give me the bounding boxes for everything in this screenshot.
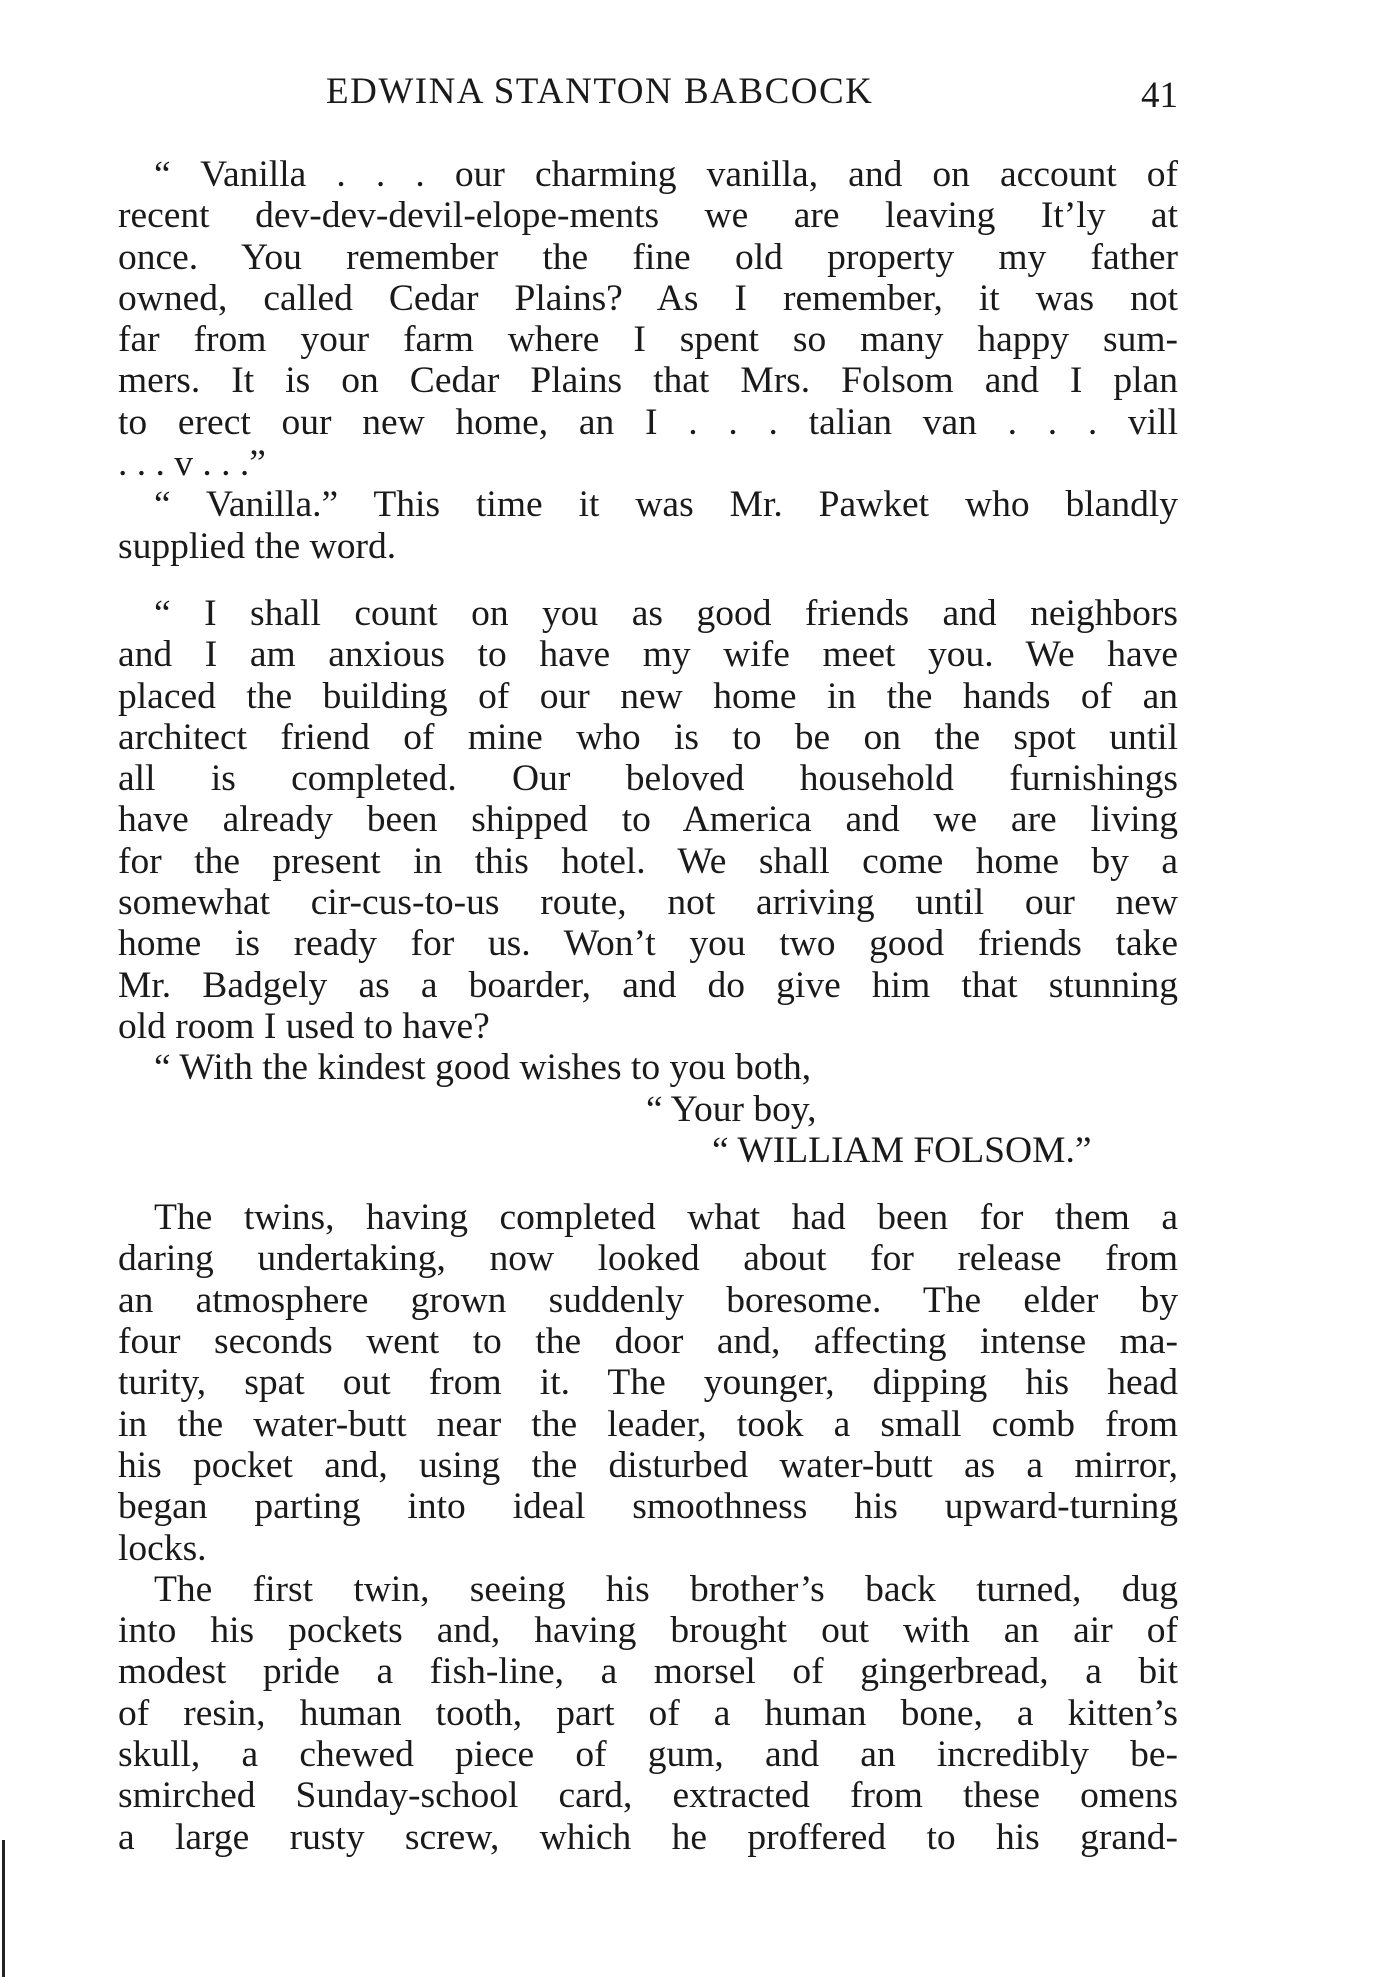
letter-paragraph-2: [118, 593, 1178, 1047]
vanilla-paragraph: [118, 484, 1178, 567]
paragraph-gap: [118, 567, 1178, 593]
text-line: old room I used to have?: [118, 1005, 490, 1047]
paragraph-gap: [118, 1171, 1178, 1197]
text-line: placed the building of our new home in the hands of an: [118, 675, 1178, 717]
text-line: recent dev-dev-devil-elope-ments we are leaving It’ly at: [118, 195, 1178, 237]
signature: “ WILLIAM FOLSOM.”: [712, 1129, 1092, 1171]
text-line: all is completed. Our beloved household furnishings: [118, 758, 1178, 800]
closing-wishes: “ With the kindest good wishes to you both,: [154, 1047, 812, 1089]
text-line: skull, a chewed piece of gum, and an incredibly be-: [118, 1733, 1178, 1775]
text-line: architect friend of mine who is to be on the spot until: [118, 716, 1178, 758]
text-line: The first twin, seeing his brother’s back turned, dug: [154, 1568, 1178, 1610]
text-line: modest pride a fish-line, a morsel of gingerbread, a bit: [118, 1651, 1178, 1693]
text-line: home is ready for us. Won’t you two good friends take: [118, 923, 1178, 965]
page-number: 41: [1141, 75, 1178, 116]
closing-your-boy: “ Your boy,: [646, 1088, 817, 1130]
body-text: [118, 154, 1178, 1858]
running-head-title: EDWINA STANTON BABCOCK: [326, 71, 874, 112]
text-line: to erect our new home, an I . . . talian van . . . vill: [118, 401, 1178, 443]
text-line: locks.: [118, 1527, 207, 1569]
text-line: . . . v . . .”: [118, 443, 266, 485]
text-line: and I am anxious to have my wife meet you. We have: [118, 634, 1178, 676]
text-line: mers. It is on Cedar Plains that Mrs. Folsom and I plan: [118, 360, 1178, 402]
text-line: a large rusty screw, which he proffered to his grand-: [118, 1816, 1178, 1858]
text-line: an atmosphere grown suddenly boresome. The elder by: [118, 1279, 1178, 1321]
text-line: “ I shall count on you as good friends and neighbors: [154, 592, 1178, 634]
text-line: smirched Sunday-school card, extracted from these omens: [118, 1775, 1178, 1817]
text-line: turity, spat out from it. The younger, dipping his head: [118, 1362, 1178, 1404]
text-line: supplied the word.: [118, 525, 397, 567]
book-page: [118, 62, 1178, 1922]
text-line: “ Vanilla.” This time it was Mr. Pawket who blandly: [154, 484, 1178, 526]
text-line: somewhat cir-cus-to-us route, not arriving until our new: [118, 882, 1178, 924]
text-line: Mr. Badgely as a boarder, and do give him that stunning: [118, 964, 1178, 1006]
text-line: The twins, having completed what had been for them a: [154, 1197, 1178, 1239]
twins-paragraph: [118, 1197, 1178, 1569]
letter-closing: [118, 1047, 1178, 1171]
text-line: his pocket and, using the disturbed water-butt as a mirror,: [118, 1444, 1178, 1486]
text-line: began parting into ideal smoothness his upward-turning: [118, 1486, 1178, 1528]
text-line: daring undertaking, now looked about for release from: [118, 1238, 1178, 1280]
text-line: four seconds went to the door and, affecting intense ma-: [118, 1321, 1178, 1363]
text-line: in the water-butt near the leader, took a small comb from: [118, 1403, 1178, 1445]
text-line: have already been shipped to America and we are living: [118, 799, 1178, 841]
text-line: into his pockets and, having brought out with an air of: [118, 1610, 1178, 1652]
text-line: for the present in this hotel. We shall come home by a: [118, 840, 1178, 882]
text-line: far from your farm where I spent so many happy sum-: [118, 319, 1178, 361]
first-twin-paragraph: [118, 1569, 1178, 1858]
text-line: owned, called Cedar Plains? As I remember, it was not: [118, 277, 1178, 319]
text-line: of resin, human tooth, part of a human bone, a kitten’s: [118, 1692, 1178, 1734]
letter-paragraph-1: [118, 154, 1178, 484]
text-line: once. You remember the fine old property my father: [118, 236, 1178, 278]
running-head: [118, 62, 1178, 122]
scan-edge-line: [2, 1840, 5, 1977]
text-line: “ Vanilla . . . our charming vanilla, and on account of: [154, 154, 1178, 195]
